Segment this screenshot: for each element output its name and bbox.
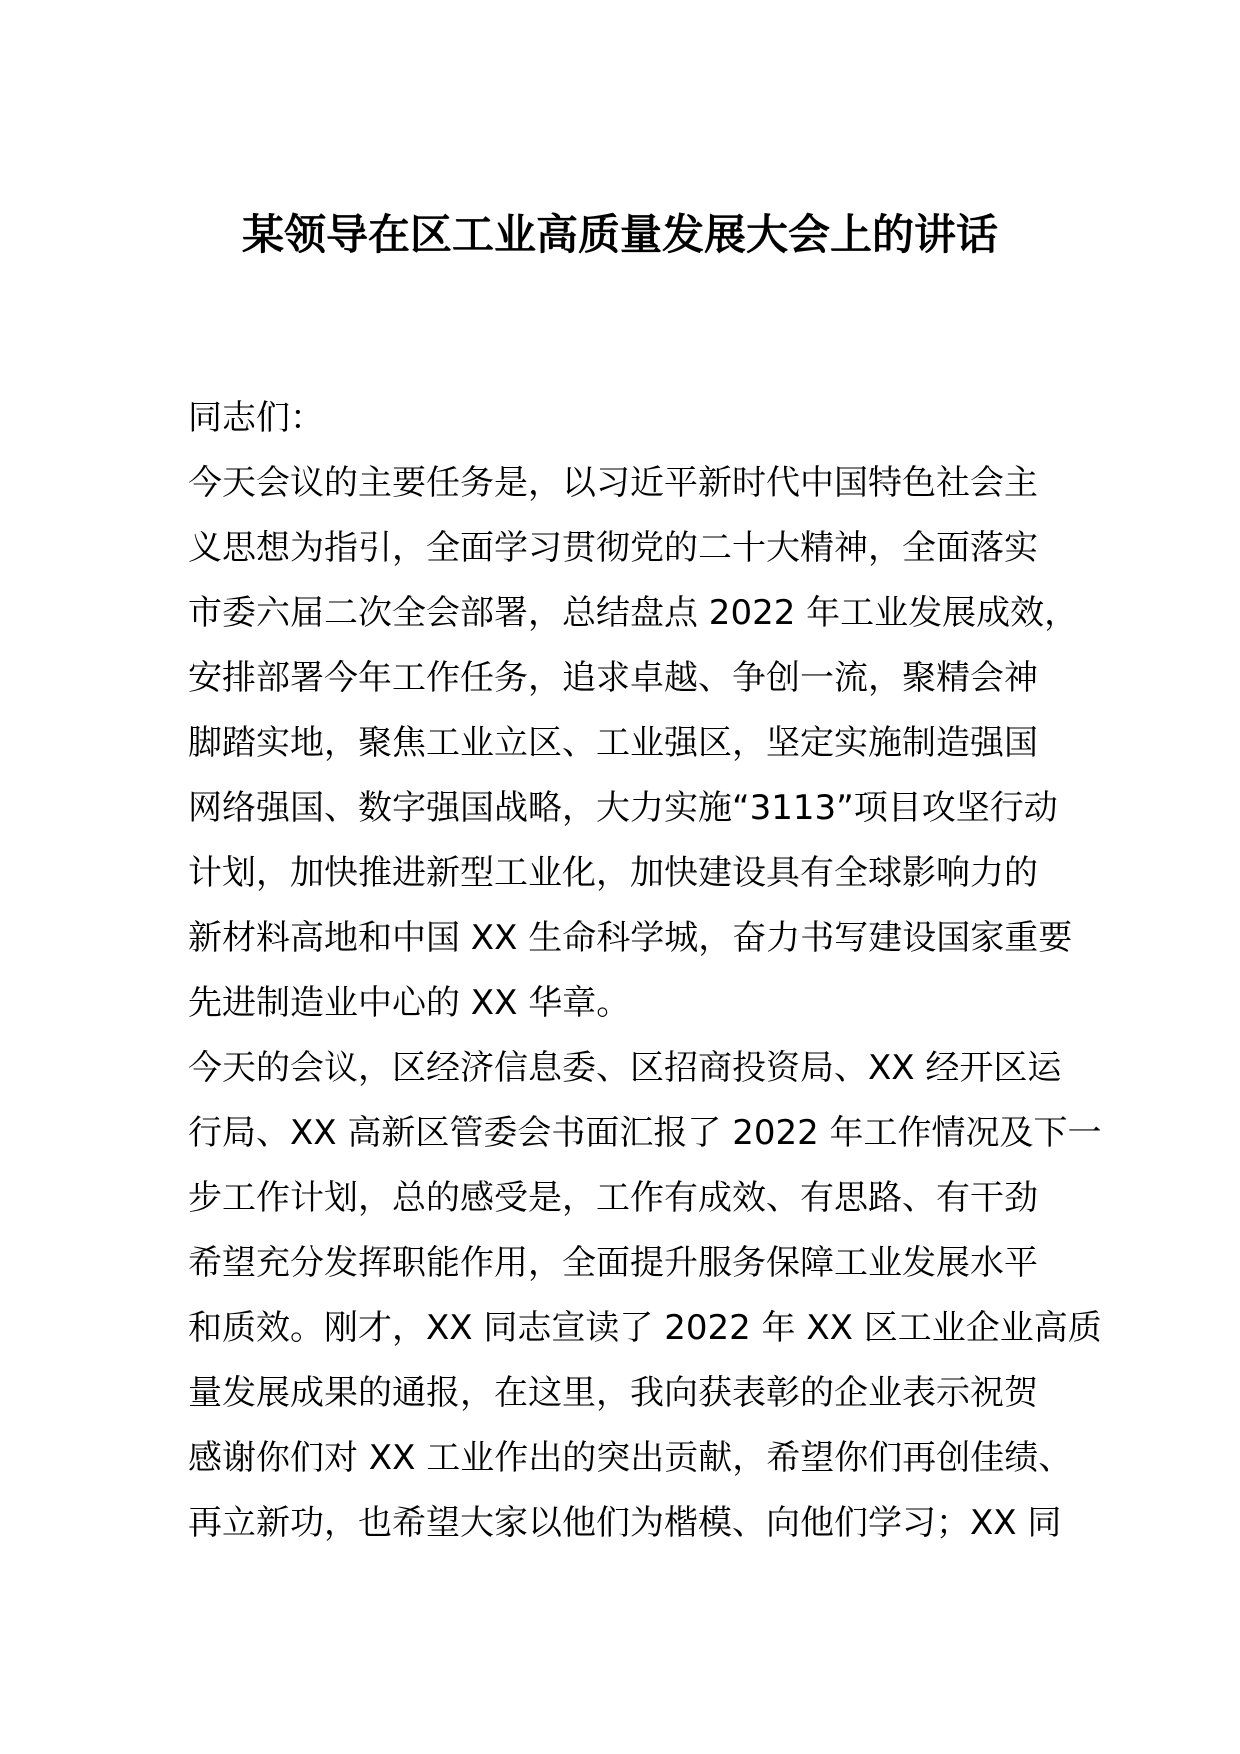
body-line: 步工作计划，总的感受是，工作有成效、有思路、有干劲 [188,1178,1038,1218]
body-line: 和质效。刚才，XX 同志宣读了 2022 年 XX 区工业企业高质 [188,1308,1102,1348]
body-line: 新材料高地和中国 XX 生命科学城，奋力书写建设国家重要 [188,918,1073,958]
salutation-line: 同志们： [188,398,324,438]
body-line: 今天会议的主要任务是，以习近平新时代中国特色社会主 [188,463,1038,503]
body-line: 希望充分发挥职能作用，全面提升服务保障工业发展水平 [188,1243,1038,1283]
body-line: 今天的会议，区经济信息委、区招商投资局、XX 经开区运 [188,1048,1062,1088]
document-body [188,386,1102,1556]
body-line: 行局、XX 高新区管委会书面汇报了 2022 年工作情况及下一 [188,1113,1102,1153]
body-line: 义思想为指引，全面学习贯彻党的二十大精神，全面落实 [188,528,1038,568]
body-line: 脚踏实地，聚焦工业立区、工业强区，坚定实施制造强国 [188,723,1038,763]
body-line: 安排部署今年工作任务，追求卓越、争创一流，聚精会神 [188,658,1038,698]
body-line: 网络强国、数字强国战略，大力实施“3113”项目攻坚行动 [188,788,1058,828]
body-line: 计划，加快推进新型工业化，加快建设具有全球影响力的 [188,853,1038,893]
body-line: 再立新功，也希望大家以他们为楷模、向他们学习；XX 同 [188,1503,1062,1543]
body-line: 先进制造业中心的 XX 华章。 [188,983,631,1023]
body-line: 量发展成果的通报，在这里，我向获表彰的企业表示祝贺 [188,1373,1038,1413]
body-line: 市委六届二次全会部署，总结盘点 2022 年工业发展成效， [188,593,1079,633]
document-title: 某领导在区工业高质量发展大会上的讲话 [241,210,998,259]
body-line: 感谢你们对 XX 工业作出的突出贡献，希望你们再创佳绩、 [188,1438,1073,1478]
